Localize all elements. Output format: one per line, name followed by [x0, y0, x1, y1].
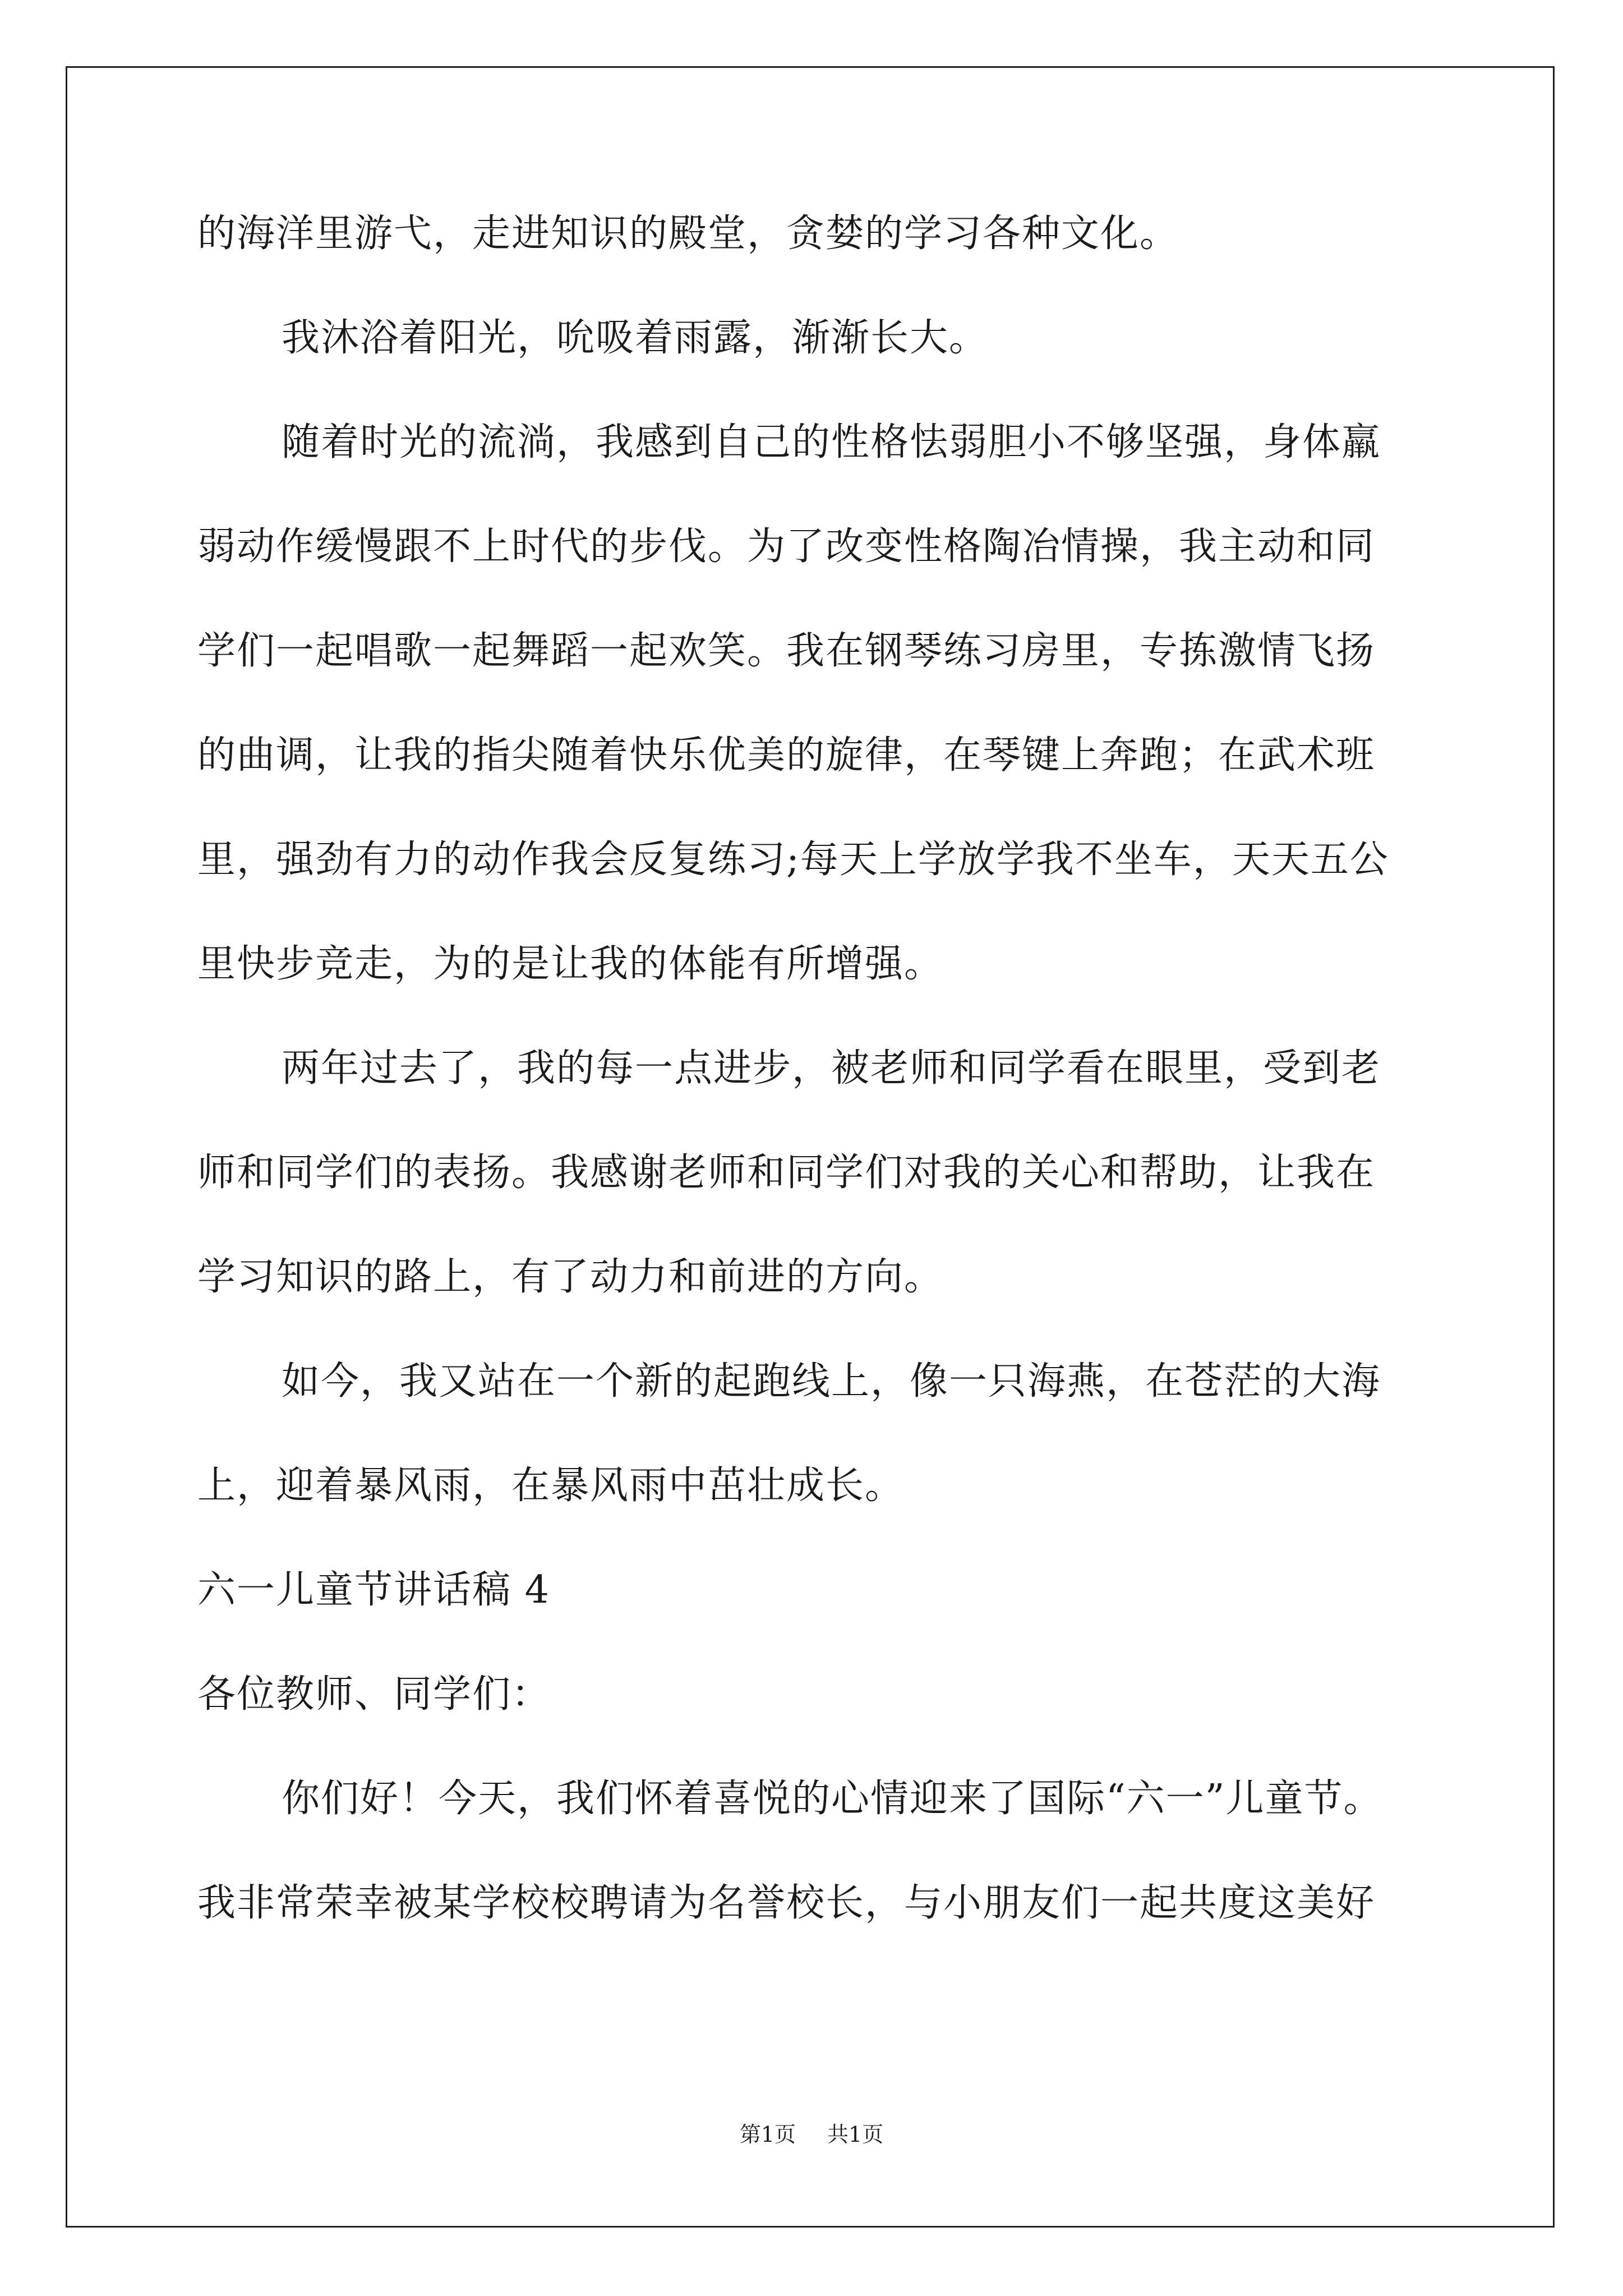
text-line: 学们一起唱歌一起舞蹈一起欢笑。我在钢琴练习房里，专拣激情飞扬: [197, 629, 1376, 673]
text-line: 里，强劲有力的动作我会反复练习;每天上学放学我不坐车，天天五公: [197, 838, 1389, 882]
text-line: 弱动作缓慢跟不上时代的步伐。为了改变性格陶冶情操，我主动和同: [197, 524, 1376, 569]
text-line: 里快步竞走，为的是让我的体能有所增强。: [197, 942, 944, 986]
page-footer: [0, 2120, 1623, 2148]
text-line: 我沐浴着阳光，吮吸着雨露，渐渐长大。: [282, 316, 989, 360]
page-number: 第1页: [739, 2122, 796, 2147]
text-line: 师和同学们的表扬。我感谢老师和同学们对我的关心和帮助，让我在: [197, 1151, 1376, 1195]
page-total: 共1页: [827, 2122, 884, 2147]
text-line: 的海洋里游弋，走进知识的殿堂，贪婪的学习各种文化。: [197, 211, 1179, 256]
text-line: 上，迎着暴风雨，在暴风雨中茁壮成长。: [197, 1464, 905, 1508]
text-line: 学习知识的路上，有了动力和前进的方向。: [197, 1255, 944, 1299]
salutation: 各位教师、同学们：: [197, 1672, 551, 1717]
section-heading: 六一儿童节讲话稿 4: [197, 1568, 550, 1612]
text-line: 两年过去了，我的每一点进步，被老师和同学看在眼里，受到老: [282, 1046, 1381, 1091]
text-line: 你们好！今天，我们怀着喜悦的心情迎来了国际“六一”儿童节。: [282, 1777, 1383, 1821]
text-line: 我非常荣幸被某学校校聘请为名誉校长，与小朋友们一起共度这美好: [197, 1881, 1376, 1925]
text-line: 如今，我又站在一个新的起跑线上，像一只海燕，在苍茫的大海: [282, 1359, 1381, 1404]
text-line: 的曲调，让我的指尖随着快乐优美的旋律，在琴键上奔跑；在武术班: [197, 733, 1376, 777]
text-line: 随着时光的流淌，我感到自己的性格怯弱胆小不够坚强，身体羸: [282, 420, 1381, 464]
